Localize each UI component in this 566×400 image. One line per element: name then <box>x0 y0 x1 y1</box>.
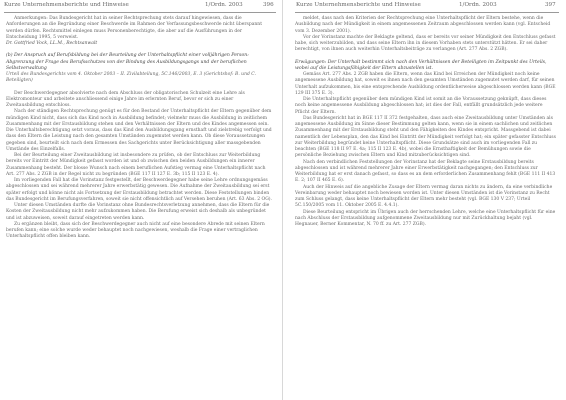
left-paragraph: Zu ergänzen bleibt, dass sich der Beschwerdegegner auch nicht auf eine besondere Abrede mit seinen Eltern berufen kann; eine solche wurde weder behauptet noch nachgewiesen, weshalb die Frage einer vertraglichen Unterhaltspflicht offen bleiben kann. <box>6 221 265 240</box>
right-paragraph: meldet, dass nach den Kriterien der Rechtsprechung eine Unterhaltspflicht der Eltern bestehe, wenn die Ausbildung nach der Mündigkeit in einem angemessenen Zeitraum abgeschlossen werden kann (vgl. Entscheid vom 3. Dezember 2001). <box>295 16 551 34</box>
left-paragraph: Bei der Beurteilung einer Zweitausbildung ist insbesondere zu prüfen, ob der Entschluss zur Weiterbildung bereits vor Eintritt der Mündigkeit gefasst worden ist und ob zwischen den beiden Ausbildungen ein innerer Zusammenhang besteht. Der blosse Wunsch nach einem beruflichen Aufstieg vermag eine Unterhaltspflicht nach Art. 277 Abs. 2 ZGB in der Regel nicht zu begründen (BGE 117 II 127 E. 3b; 115 II 123 E. 4). <box>6 153 266 177</box>
right-text-column <box>295 16 557 228</box>
left-page-number: 396 <box>263 2 274 8</box>
left-header-rule <box>4 12 276 13</box>
left-header-date: 1/Ordn. 2003 <box>205 2 243 8</box>
left-paragraph: Im vorliegenden Fall hat die Vorinstanz festgestellt, der Beschwerdegegner habe seine Lehre ordnungsgemäss abgeschlossen und sei während mehrerer Jahre erwerbstätig gewesen. Die Aufnahme der Zweitausbildung sei erst später erfolgt und könne nicht als Fortsetzung der Erstausbildung betrachtet werden. Diese Feststellungen binden das Bundesgericht im Berufungsverfahren, soweit sie nicht offensichtlich auf Versehen beruhen (Art. 63 Abs. 2 OG). <box>6 178 272 202</box>
right-page <box>283 0 566 400</box>
right-running-header: Kurze Unternehmensberichte und Hinweise <box>296 2 421 8</box>
left-paragraph: Nach der ständigen Rechtsprechung genügt es für den Bestand der Unterhaltspflicht der Eltern gegenüber dem mündigen Kind nicht, dass sich das Kind noch in Ausbildung befindet; vielmehr muss die Ausbildung in zeitlichem Zusammenhang mit der Erstausbildung stehen und den Verhältnissen der Eltern und des Kindes angemessen sein. Die Unterhaltsberechtigung setzt voraus, dass das Kind den Ausbildungsgang ernsthaft und zielstrebig verfolgt und dass den Eltern die Leistung nach den gesamten Umständen zugemutet werden kann. Ob diese Voraussetzungen gegeben sind, beurteilt sich nach dem Ermessen des Sachgerichts unter Berücksichtigung aller massgebenden Umstände des Einzelfalls. <box>6 109 272 152</box>
right-paragraph: Erwägungen: Der Unterhalt bestimmt sich nach den Verhältnissen der Beteiligten im Zeitpunkt des Urteils, wobei auf die Leistungsfähigkeit der Eltern abzustellen ist. <box>295 59 547 71</box>
left-paragraph: Dr. Gottfried Vock, LL.M., Rechtsanwalt <box>6 41 98 46</box>
right-paragraph: Auch der Hinweis auf die angebliche Zusage der Eltern vermag daran nichts zu ändern, da eine verbindliche Vereinbarung weder behauptet noch bewiesen worden ist. Unter diesen Umständen ist die Vorinstanz zu Recht zum Schluss gelangt, dass keine Unterhaltspflicht der Eltern mehr besteht (vgl. BGE 130 V 237; Urteil 5C.150/2005 vom 11. Oktober 2005 E. 4.4.1). <box>295 184 553 209</box>
right-paragraph: Die Unterhaltspflicht gegenüber dem mündigen Kind ist somit an die Voraussetzung geknüpft, dass dieses noch keine angemessene Ausbildung abgeschlossen hat; ist dies der Fall, entfällt grundsätzlich jede weitere Pflicht der Eltern. <box>295 97 547 115</box>
right-paragraph: Gemäss Art. 277 Abs. 2 ZGB haben die Eltern, wenn das Kind bei Erreichen der Mündigkeit noch keine angemessene Ausbildung hat, soweit es ihnen nach den gesamten Umständen zugemutet werden darf, für seinen Unterhalt aufzukommen, bis eine entsprechende Ausbildung ordentlicherweise abgeschlossen werden kann (BGE 129 III 375 E. 3). <box>295 72 556 96</box>
left-paragraph: Urteil des Bundesgerichts vom 4. Oktober 2003 – II. Zivilabteilung, 5C.146/2003, E. 3 (Gerichtshof: B. und C. Beteiligten) <box>6 72 256 84</box>
left-paragraph: Der Beschwerdegegner absolvierte nach dem Abschluss der obligatorischen Schulzeit eine Lehre als Elektromonteur und arbeitete anschliessend einige Jahre im erlernten Beruf, bevor er sich zu einer Zweitausbildung entschloss. <box>6 90 245 108</box>
right-paragraph: Nach den verbindlichen Feststellungen der Vorinstanz hat der Beklagte seine Erstausbildung bereits abgeschlossen und ist während mehrerer Jahre einer Erwerbstätigkeit nachgegangen; den Entschluss zur Weiterbildung hat er erst danach gefasst, so dass es an dem erforderlichen Zusammenhang fehlt (BGE 111 II 413 E. 2; 107 II 465 E. 6). <box>295 159 556 184</box>
left-running-header: Kurze Unternehmensberichte und Hinweise <box>4 2 129 8</box>
left-paragraph: Anmerkungen: Das Bundesgericht hat in seiner Rechtsprechung stets darauf hingewiesen, dass die Anforderungen an die Begründung einer Beschwerde im Rahmen der Verfassungsbeschwerde nicht überspannt werden dürfen. Rechtsmittel einlegen muss Personenberechtigte, die aber auf die Ausführungen in der Entscheidung 1995, 5 verweist. <box>6 16 263 40</box>
left-paragraph: (b) Der Anspruch auf Berufsbildung bei der Beurteilung der Unterhaltspflicht einer volljährigen Person: Abgrenzung der Frage des Berufsschutzes von der Bindung des Ausbildungsgangs und der beruflichen Selbstverwaltung <box>6 53 249 71</box>
right-paragraph: Vor der Vorinstanz machte der Beklagte geltend, dass er bereits vor seiner Mündigkeit den Entschluss gefasst habe, sich weiterzubilden, und dass seine Eltern ihn in diesem Vorhaben stets unterstützt hätten. Er sei daher berechtigt, von ihnen auch weiterhin Unterhaltsbeiträge zu verlangen (Art. 277 Abs. 2 ZGB). <box>295 34 556 53</box>
left-text-column <box>6 16 272 241</box>
right-paragraph: Diese Beurteilung entspricht im Übrigen auch der herrschenden Lehre, welche eine Unterhaltspflicht für eine nach Abschluss der Erstausbildung aufgenommene Zweitausbildung nur mit Zurückhaltung bejaht (vgl. Hegnauer, Berner Kommentar, N. 70 ff. zu Art. 277 ZGB). <box>295 209 556 227</box>
right-page-number: 397 <box>545 2 556 8</box>
left-paragraph: Unter diesen Umständen durfte die Vorinstanz ohne Bundesrechtsverletzung annehmen, dass die Eltern für die Kosten der Zweitausbildung nicht mehr aufzukommen haben. Die Berufung erweist sich deshalb als unbegründet und ist abzuweisen, soweit darauf eingetreten werden kann. <box>6 203 270 221</box>
right-header-date: 1/Ordn. 2003 <box>459 2 497 8</box>
right-paragraph: Das Bundesgericht hat in BGE 117 II 372 festgehalten, dass auch eine Zweitausbildung unter Umständen als angemessene Ausbildung im Sinne dieser Bestimmung gelten kann, wenn sie in einem sachlichen und zeitlichen Zusammenhang mit der Erstausbildung steht und den Fähigkeiten des Kindes entspricht. Massgebend ist dabei namentlich der Lebensplan, den das Kind bei Eintritt der Mündigkeit verfolgt hat; ein später gefasster Entschluss zur Weiterbildung begründet keine Unterhaltspflicht. Diese Grundsätze sind auch im vorliegenden Fall zu beachten (BGE 118 II 97 E. 4a; 115 II 123 E. 4b), wobei die Ernsthaftigkeit der Bemühungen sowie die persönliche Beziehung zwischen Eltern und Kind mitzuberücksichtigen sind. <box>295 115 556 159</box>
right-header-rule <box>295 12 559 13</box>
